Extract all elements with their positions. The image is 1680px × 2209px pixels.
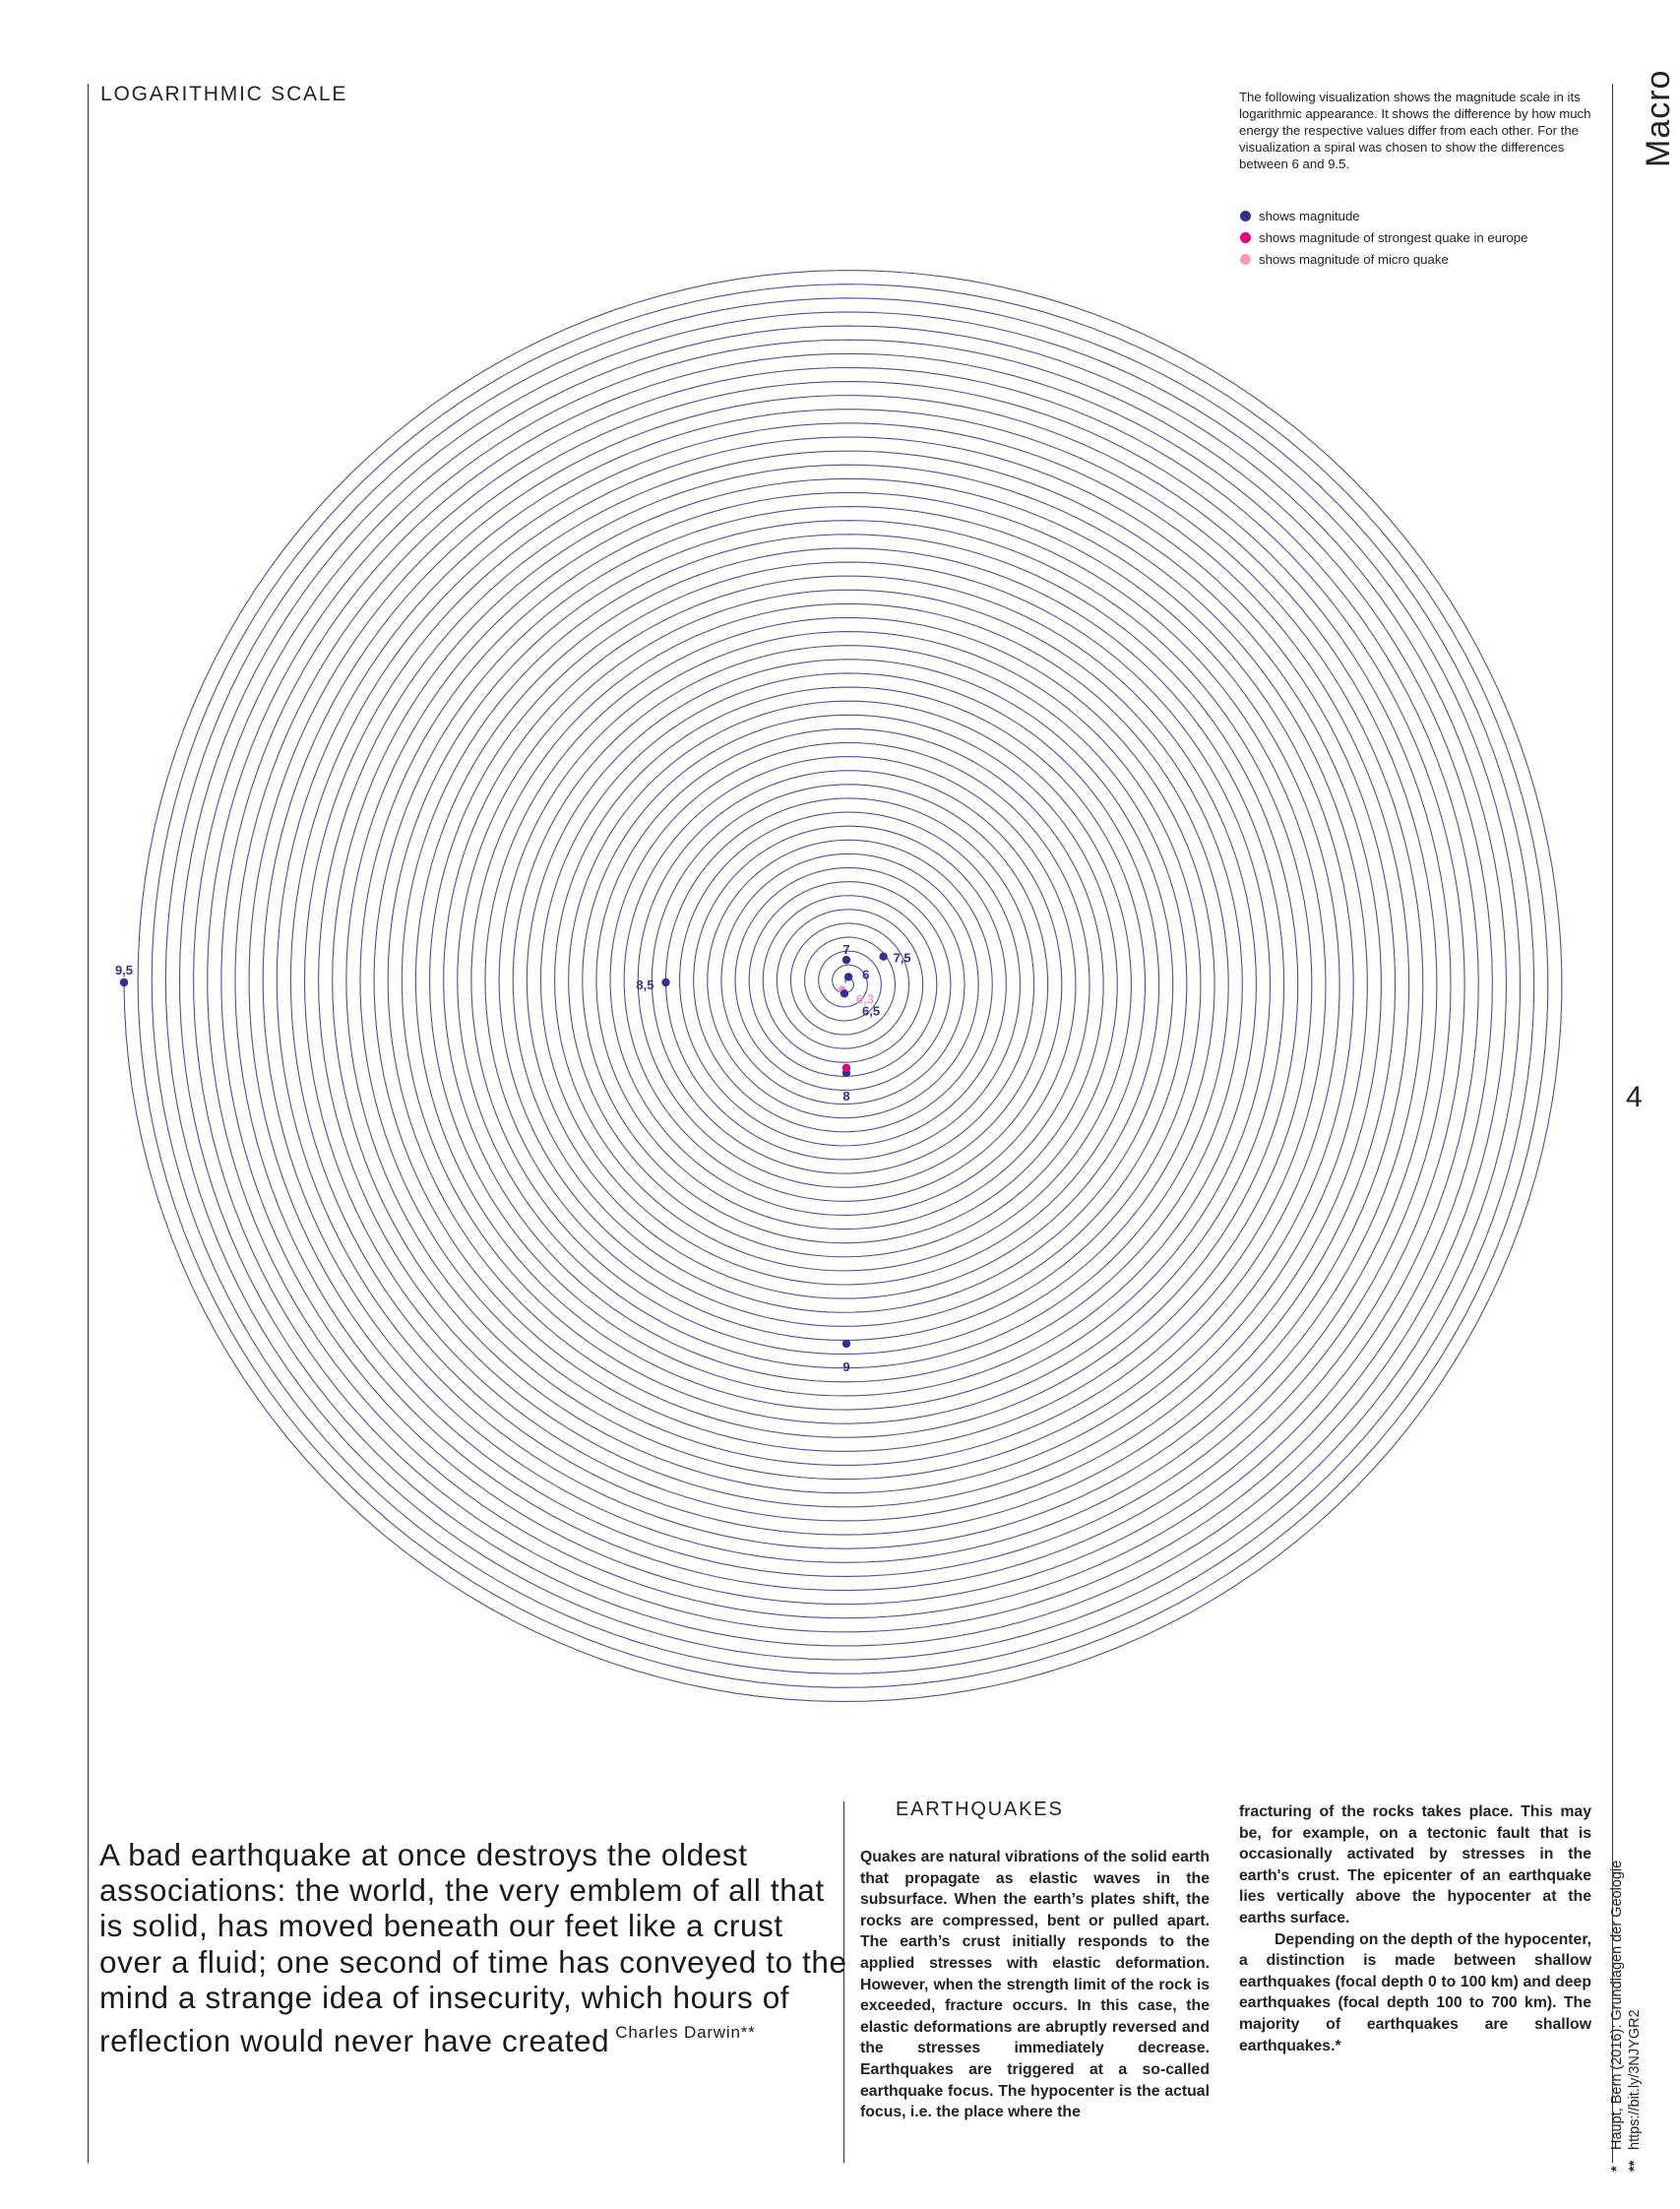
magnitude-dot-6	[844, 973, 852, 980]
footnote-1	[1608, 1861, 1626, 2172]
legend-label: shows magnitude	[1259, 208, 1360, 223]
magnitude-dot-europe	[842, 1064, 850, 1072]
magnitude-dot-7,5	[879, 953, 887, 961]
magnitude-dot-9,5	[120, 978, 128, 986]
footnote-mark: **	[1627, 2160, 1643, 2172]
magnitude-dot-8,5	[661, 978, 669, 986]
footnote-text: Haupt, Bern (2016): Grundlagen der Geologie	[1609, 1860, 1625, 2150]
article-paragraph: Depending on the depth of the hypocenter, a distinction is made between shallow earthquakes (focal depth 0 to 100 km) and deep earthquakes (focal depth 100 to 700 km). The majority of earthquakes are shallow earthquakes.*	[1239, 1930, 1591, 2054]
magnitude-dot-6,5	[840, 989, 848, 997]
magnitude-label-9: 9	[842, 1359, 850, 1374]
magnitude-label-9,5: 9,5	[114, 963, 134, 978]
intro-text: The following visualization shows the magnitude scale in its logarithmic appearance. It shows the difference by how much energy the respective values differ from each other. For the visualization a spiral was chosen to show the differences between 6 and 9.5.	[1239, 90, 1591, 171]
magnitude-dot-7	[842, 956, 850, 964]
magnitude-label-7,5: 7,5	[893, 950, 911, 966]
darwin-quote	[99, 1837, 847, 2058]
footnotes	[1608, 1861, 1644, 2172]
magnitude-label-8: 8	[842, 1088, 850, 1104]
footnote-text: https://bit.ly/3NJYGR2	[1627, 2009, 1643, 2150]
article-paragraph: fracturing of the rocks takes place. This may be, for example, on a tectonic fault that is occasionally activated by stresses in the earth's crust. The epicenter of an earthquake lies vertically above the hypocenter at the earths surface.	[1239, 1803, 1591, 1926]
footnote-2	[1626, 1861, 1644, 2172]
legend-label: shows magnitude of strongest quake in europe	[1259, 229, 1528, 245]
quote-author: Charles Darwin**	[615, 2023, 756, 2043]
magnitude-dot-9	[842, 1340, 850, 1348]
article-column-1: Quakes are natural vibrations of the solid earth that propagate as elastic waves in the subsurface. When the earth’s plates shift, the rocks are compressed, bent or pulled apart. The earth’s crust initially responds to the applied stresses with elastic deformation. However, when the strength limit of the rock is exceeded, fracture occurs. In this case, the elastic deformations are abruptly reversed and the stresses immediately decrease. Earthquakes are triggered at a so-called earthquake focus. The hypocenter is the actual focus, i.e. the place where the	[860, 1849, 1210, 2121]
article-column-2	[1239, 1801, 1591, 2056]
magnitude-label-6: 6	[862, 967, 870, 982]
article-heading: EARTHQUAKES	[896, 1799, 1064, 1820]
magnitude-label-6,3: 6,3	[855, 991, 874, 1007]
magnitude-label-8,5: 8,5	[636, 978, 654, 992]
magnitude-label-6,5: 6,5	[862, 1003, 881, 1019]
magnitude-label-7: 7	[842, 942, 850, 958]
page-number: 4	[1626, 1081, 1643, 1113]
side-title: Macro	[1640, 69, 1677, 167]
legend-label: shows magnitude of micro quake	[1259, 251, 1449, 267]
section-title: LOGARITHMIC SCALE	[100, 83, 348, 105]
footnote-mark: *	[1609, 2166, 1625, 2172]
quote-text: A bad earthquake at once destroys the oldest associations: the world, the very emblem of all that is solid, has moved beneath our feet like a crust over a fluid; one second of time has conveyed to the mind a strange idea of insecurity, which hours of reflection would never have created	[99, 1837, 847, 2059]
